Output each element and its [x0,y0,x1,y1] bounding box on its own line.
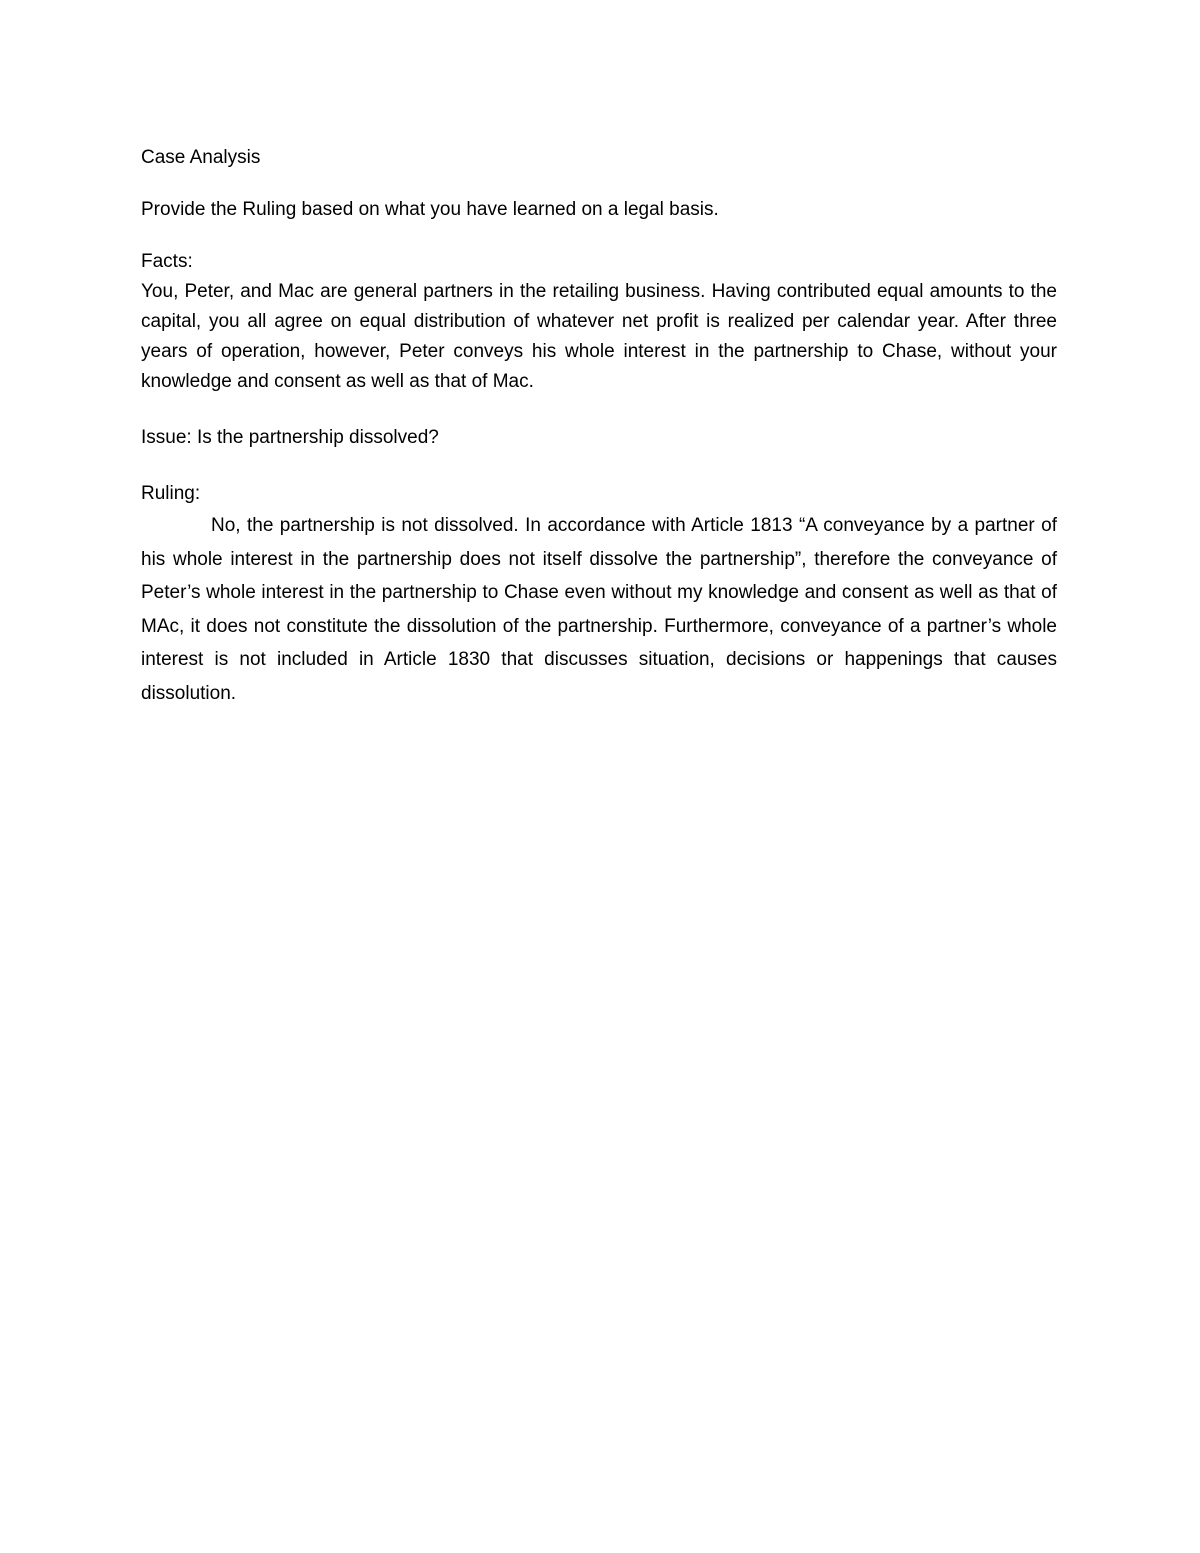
document-body [141,143,1057,710]
ruling-paragraph: No, the partnership is not dissolved. In accordance with Article 1813 “A conveyance by a partner of his whole interest in the partnership does not itself dissolve the partnership”, therefore the conveyance of Peter’s whole interest in the partnership to Chase even without my knowledge and consent as well as that of MAc, it does not constitute the dissolution of the partnership. Furthermore, conveyance of a partner’s whole interest is not included in Article 1830 that discusses situation, decisions or happenings that causes dissolution. [141,515,1057,704]
instruction-text: Provide the Ruling based on what you have learned on a legal basis. [141,199,719,220]
facts-label: Facts: [141,251,193,272]
ruling-label: Ruling: [141,483,201,504]
facts-paragraph: You, Peter, and Mac are general partners in the retailing business. Having contributed equal amounts to the capital, you all agree on equal distribution of whatever net profit is realized per calendar year. After three years of operation, however, Peter conveys his whole interest in the partnership to Chase, without your knowledge and consent as well as that of Mac. [141,281,1057,392]
document-title: Case Analysis [141,147,261,168]
issue-text: Issue: Is the partnership dissolved? [141,427,439,448]
